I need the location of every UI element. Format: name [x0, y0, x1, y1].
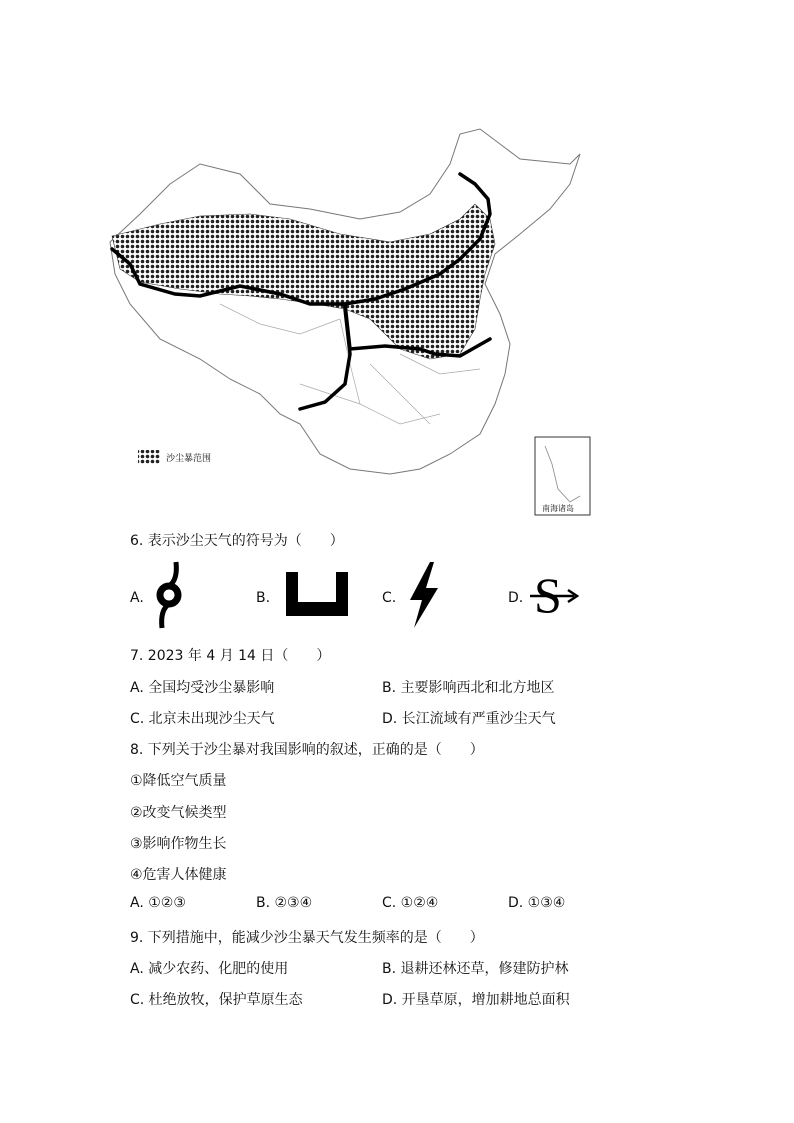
q8-option-b[interactable]: B. ②③④	[256, 895, 313, 911]
china-sandstorm-map	[100, 124, 600, 520]
q6-option-d-label[interactable]: D.	[508, 590, 524, 606]
question-6-stem: 6. 表示沙尘天气的符号为（ ）	[130, 533, 344, 549]
question-9-stem: 9. 下列措施中，能减少沙尘暴天气发生频率的是（ ）	[130, 930, 484, 946]
q9-option-b[interactable]: B. 退耕还林还草，修建防护林	[382, 961, 569, 977]
map-legend	[138, 450, 211, 464]
lightning-symbol-icon	[404, 560, 444, 630]
q6-option-b-label[interactable]: B.	[256, 590, 271, 606]
question-8-stem: 8. 下列关于沙尘暴对我国影响的叙述，正确的是（ ）	[130, 742, 484, 758]
q8-statement-4: ④危害人体健康	[130, 867, 227, 883]
q9-option-c[interactable]: C. 杜绝放牧，保护草原生态	[130, 992, 303, 1008]
q7-option-d[interactable]: D. 长江流域有严重沙尘天气	[382, 711, 556, 727]
question-7-stem: 7. 2023 年 4 月 14 日（ ）	[130, 648, 331, 664]
boundary-line-south	[300, 309, 350, 409]
q8-option-a[interactable]: A. ①②③	[130, 895, 186, 911]
sandstorm-area	[112, 204, 495, 359]
svg-text:S: S	[534, 567, 562, 623]
typhoon-symbol-icon	[152, 560, 186, 630]
q9-option-d[interactable]: D. 开垦草原，增加耕地总面积	[382, 992, 570, 1008]
q8-option-c[interactable]: C. ①②④	[382, 895, 439, 911]
q8-option-d[interactable]: D. ①③④	[508, 895, 566, 911]
q8-statement-2: ②改变气候类型	[130, 805, 227, 821]
q6-option-c-label[interactable]: C.	[382, 590, 397, 606]
q7-option-a[interactable]: A. 全国均受沙尘暴影响	[130, 680, 275, 696]
q6-option-a-label[interactable]: A.	[130, 590, 144, 606]
q7-option-b[interactable]: B. 主要影响西北和北方地区	[382, 680, 555, 696]
q8-statement-1: ①降低空气质量	[130, 773, 227, 789]
sandstorm-s-arrow-icon	[530, 560, 580, 630]
q9-option-a[interactable]: A. 减少农药、化肥的使用	[130, 961, 289, 977]
south-sea-inset	[535, 437, 590, 515]
legend-label: 沙尘暴范围	[166, 454, 212, 464]
inset-label: 南海诸岛	[542, 504, 574, 513]
u-shape-symbol-icon	[284, 560, 350, 630]
q7-option-c[interactable]: C. 北京未出现沙尘天气	[130, 711, 275, 727]
q8-statement-3: ③影响作物生长	[130, 836, 227, 852]
